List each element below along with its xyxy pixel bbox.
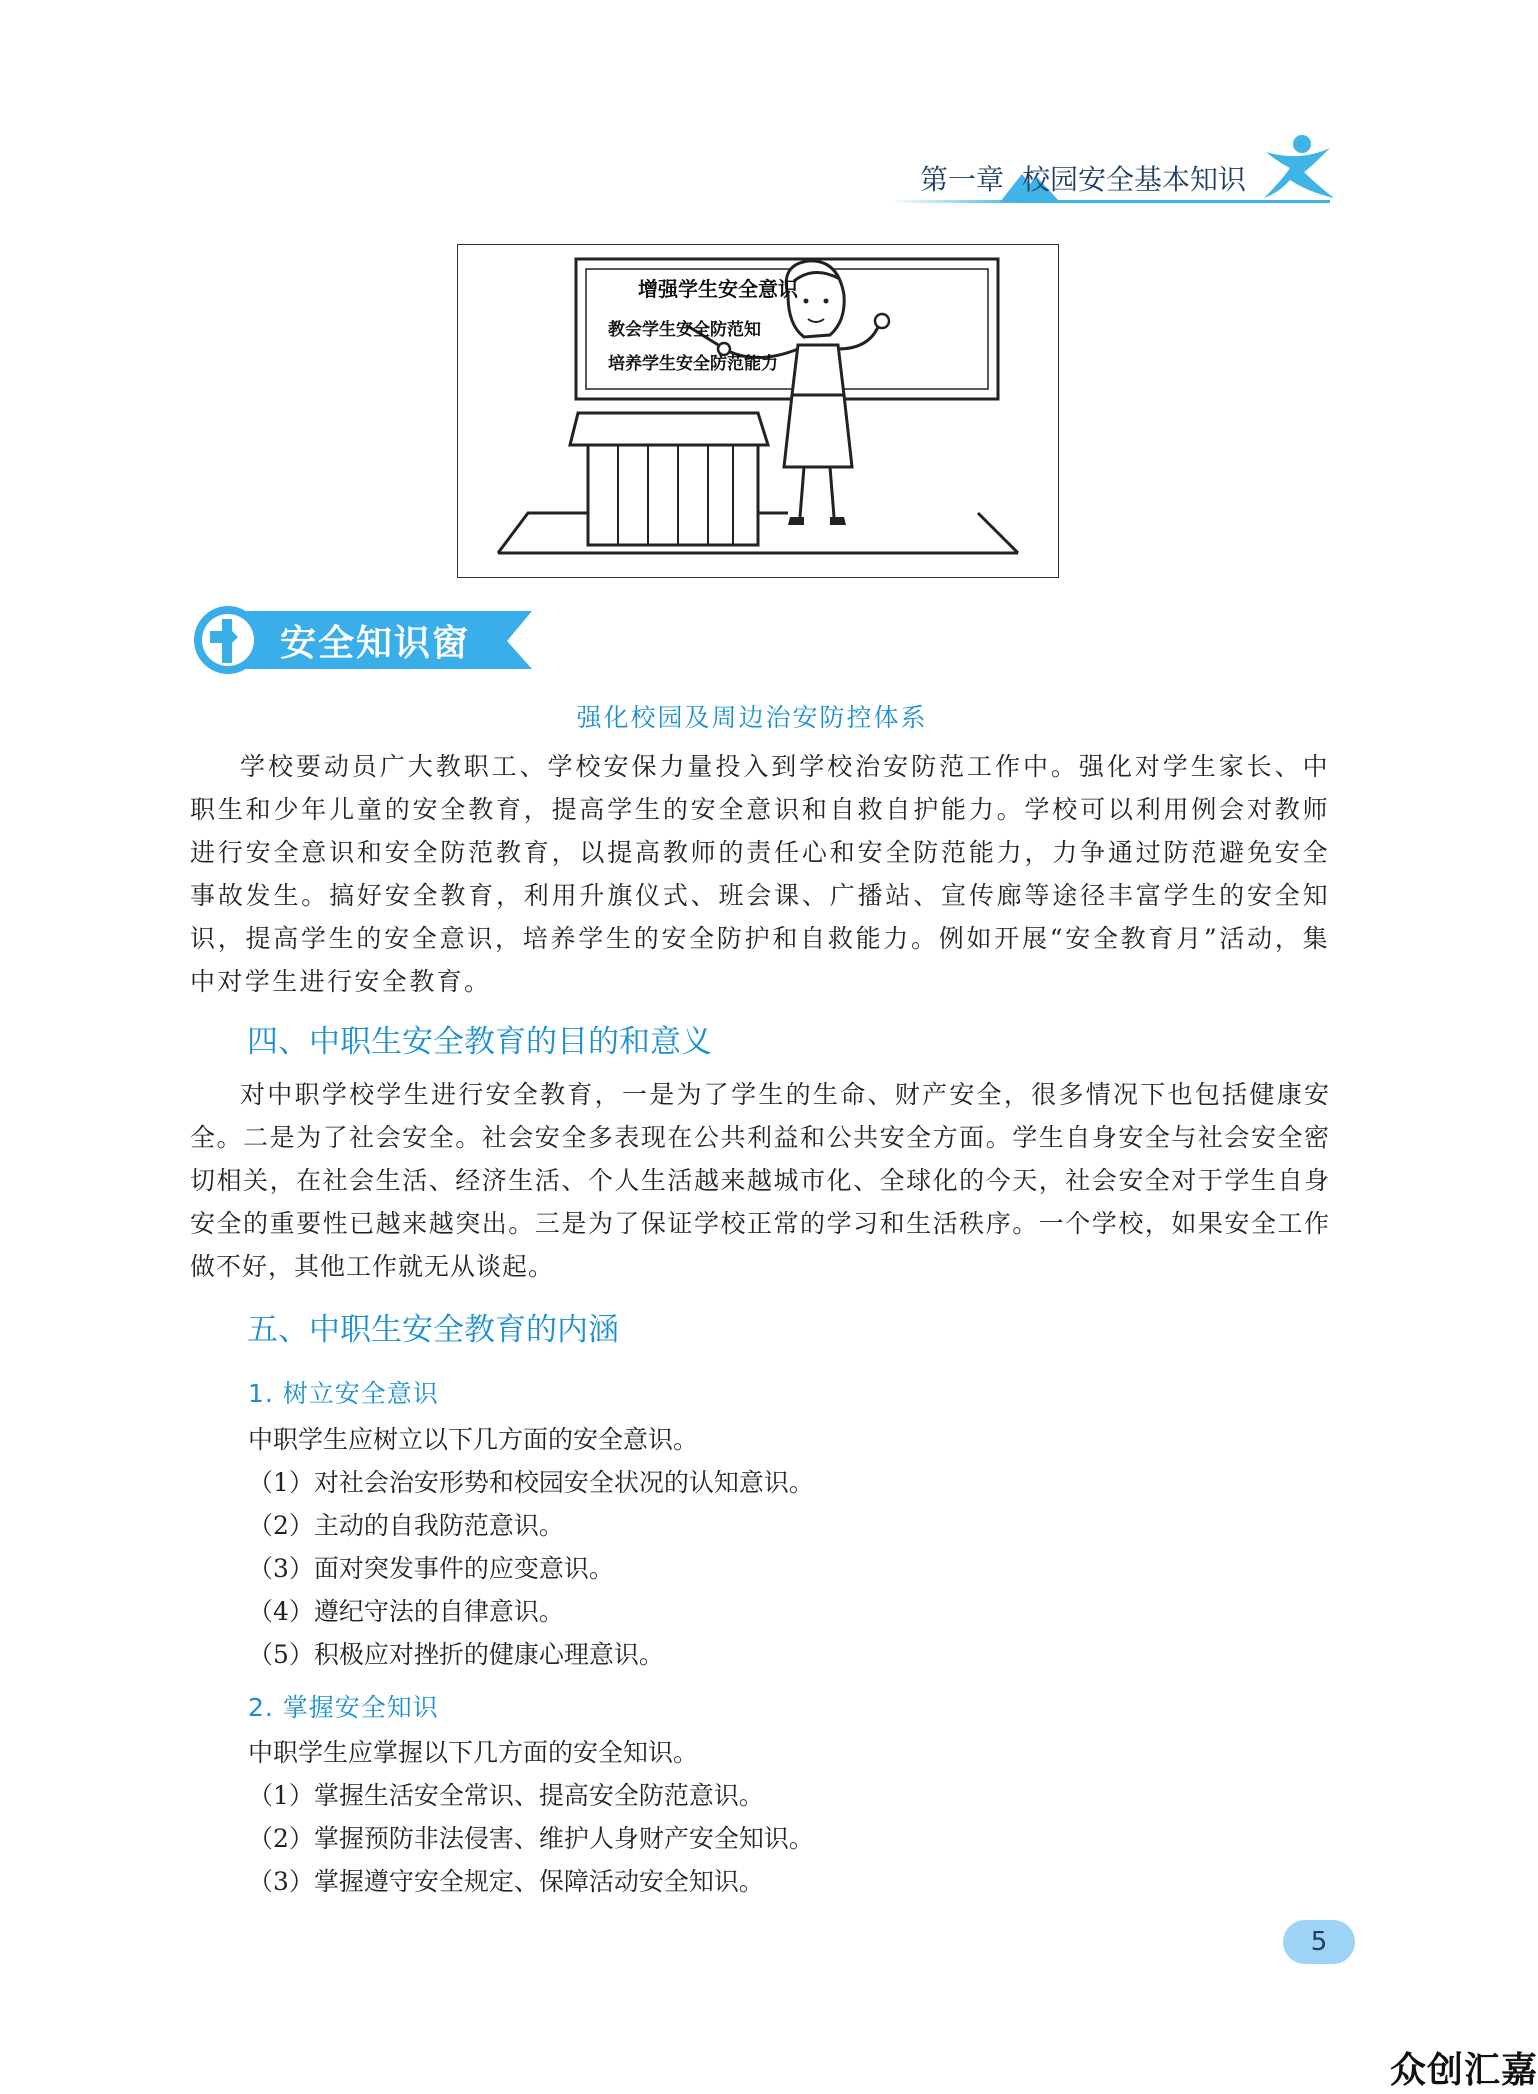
list-item: （1）掌握生活安全常识、提高安全防范意识。 — [248, 1781, 764, 1810]
classroom-illustration — [457, 244, 1059, 578]
list-item: （5）积极应对挫折的健康心理意识。 — [248, 1640, 664, 1669]
section-5-title: 五、中职生安全教育的内涵 — [247, 1312, 619, 1348]
list-item: （1）对社会治安形势和校园安全状况的认知意识。 — [248, 1468, 814, 1497]
subsection-2-intro: 中职学生应掌握以下几方面的安全知识。 — [248, 1738, 699, 1767]
board-line: 教会学生安全防范知 — [608, 320, 761, 340]
board-line: 培养学生安全防范能力 — [608, 354, 778, 374]
list-item: （2）掌握预防非法侵害、维护人身财产安全知识。 — [248, 1824, 814, 1853]
chapter-header — [890, 132, 1330, 212]
section-4-paragraph: 对中职学校学生进行安全教育，一是为了学生的生命、财产安全，很多情况下也包括健康安全。二是为了社会安全。社会安全多表现在公共利益和公共安全方面。学生自身安全与社会安全密切相关，在社会生活、经济生活、个人生活越来越城市化、全球化的今天，社会安全对于学生自身安全的重要性已越来越突出。三是为了保证学校正常的学习和生活秩序。一个学校，如果安全工作做不好，其他工作就无从谈起。 — [190, 1080, 1330, 1281]
banner-label: 安全知识窗 — [280, 623, 471, 664]
chapter-name: 校园安全基本知识 — [1022, 163, 1247, 196]
list-item: （3）面对突发事件的应变意识。 — [248, 1554, 614, 1583]
watermark: 众创汇嘉 — [1390, 2050, 1538, 2091]
chapter-title — [920, 158, 1246, 198]
running-figure-logo-icon — [1260, 132, 1335, 202]
chapter-number: 第一章 — [920, 163, 1005, 196]
list-item: （3）掌握遵守安全规定、保障活动安全知识。 — [248, 1867, 764, 1896]
knowledge-window-banner — [192, 605, 532, 675]
subsection-2-title: 2. 掌握安全知识 — [248, 1693, 439, 1722]
knowledge-box-title: 强化校园及周边治安防控体系 — [576, 703, 928, 732]
board-title: 增强学生安全意识 — [638, 277, 798, 301]
list-item: （2）主动的自我防范意识。 — [248, 1511, 564, 1540]
subsection-1-intro: 中职学生应树立以下几方面的安全意识。 — [248, 1425, 699, 1454]
list-item: （4）遵纪守法的自律意识。 — [248, 1597, 564, 1626]
section-4-title: 四、中职生安全教育的目的和意义 — [247, 1024, 712, 1060]
knowledge-box-paragraph: 学校要动员广大教职工、学校安保力量投入到学校治安防范工作中。强化对学生家长、中职生和少年儿童的安全教育，提高学生的安全意识和自救自护能力。学校可以利用例会对教师进行安全意识和安全防范教育，以提高教师的责任心和安全防范能力，力争通过防范避免安全事故发生。搞好安全教育，利用升旗仪式、班会课、广播站、宣传廊等途径丰富学生的安全知识，提高学生的安全意识，培养学生的安全防护和自救能力。例如开展“安全教育月”活动，集中对学生进行安全教育。 — [190, 752, 1330, 996]
page-number: 5 — [1283, 1920, 1355, 1964]
subsection-1-title: 1. 树立安全意识 — [248, 1379, 439, 1408]
